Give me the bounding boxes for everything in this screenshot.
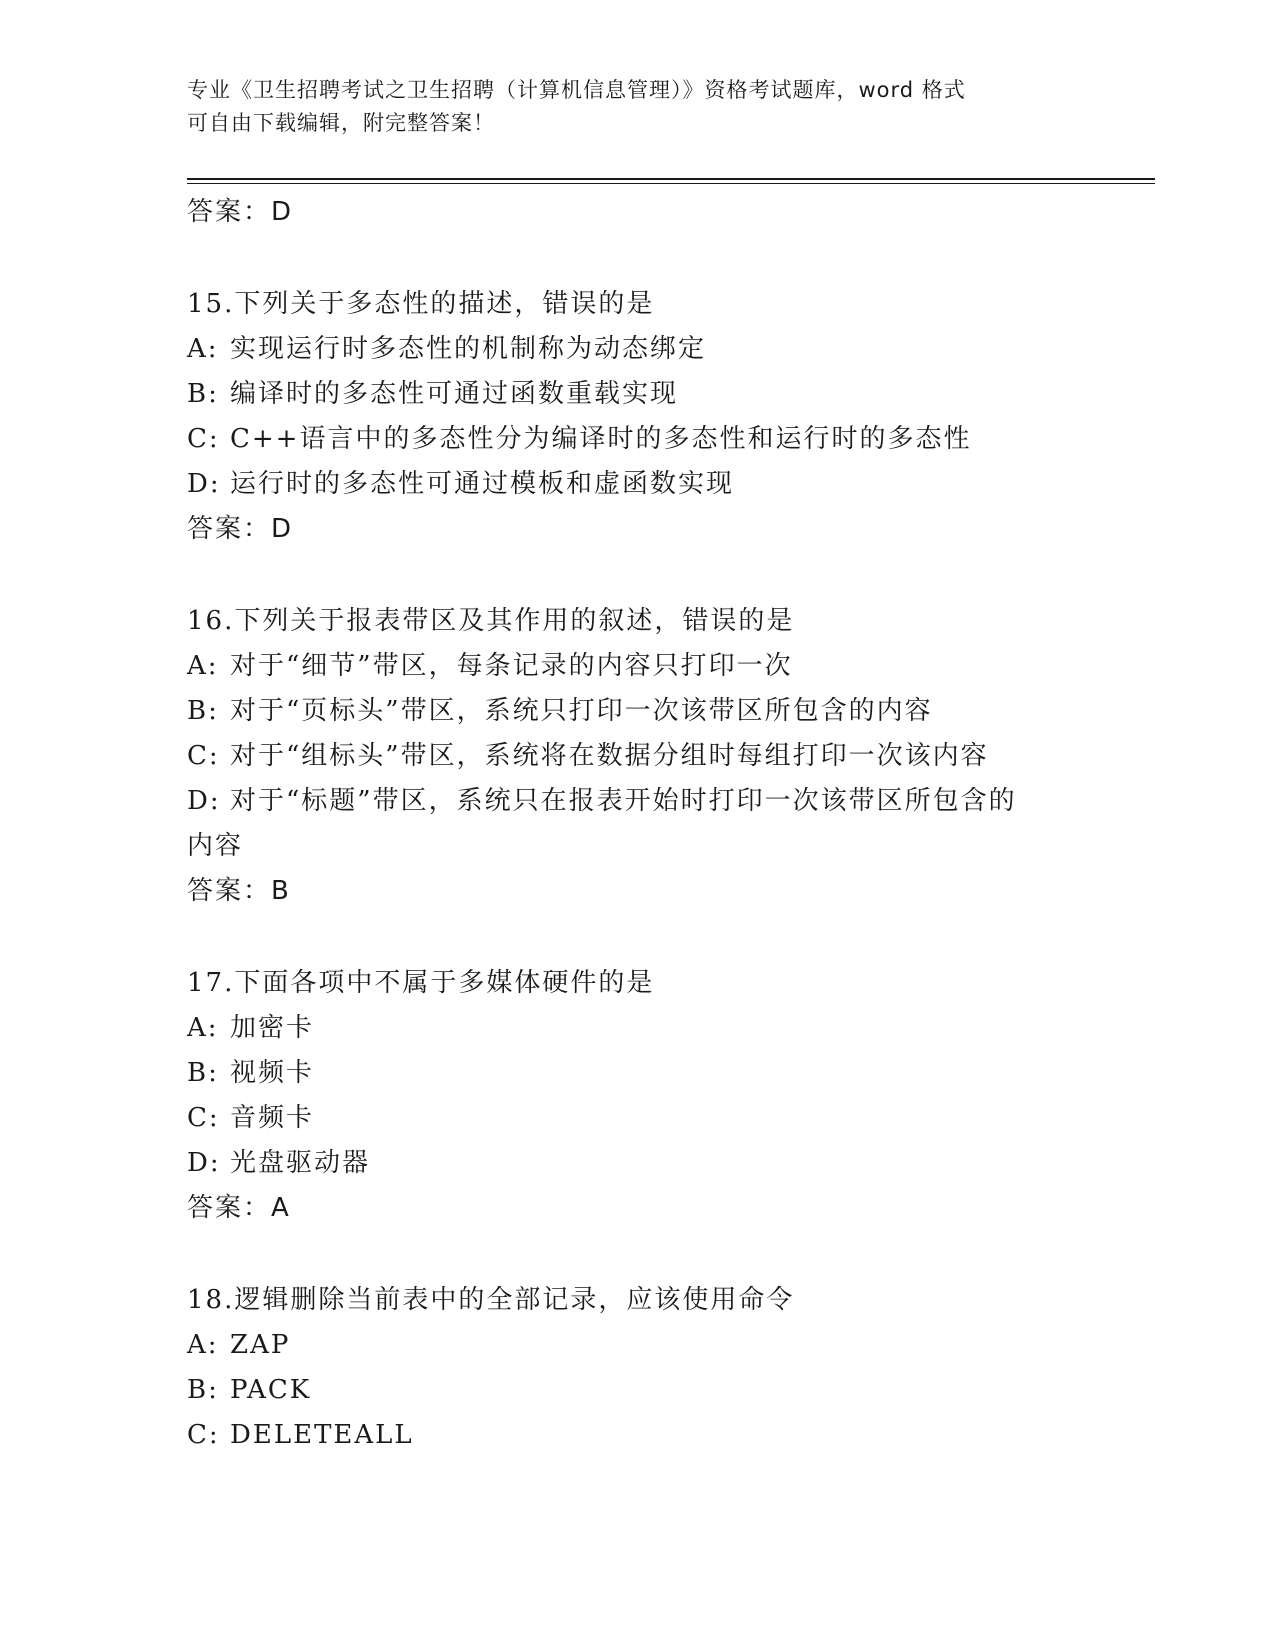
option-letter: B: (187, 379, 219, 409)
option-row (187, 417, 1087, 462)
option-row (187, 734, 1087, 779)
option-text: 音频卡 (230, 1103, 315, 1133)
option-letter: B: (187, 1375, 219, 1405)
option-text: 编译时的多态性可通过函数重载实现 (230, 379, 679, 409)
option-letter: C: (187, 424, 220, 454)
option-row (187, 327, 1087, 372)
option-text: PACK (230, 1375, 312, 1405)
option-row (187, 462, 1087, 507)
answer-line: 答案：D (187, 514, 294, 544)
header-rule-thin (187, 183, 1155, 184)
option-text: 对于“组标头”带区，系统将在数据分组时每组打印一次该内容 (230, 741, 989, 771)
option-row (187, 372, 1087, 417)
option-text: ZAP (230, 1330, 291, 1360)
question-stem: 16.下列关于报表带区及其作用的叙述，错误的是 (187, 606, 795, 636)
option-text: 运行时的多态性可通过模板和虚函数实现 (230, 469, 735, 499)
previous-answer: 答案：D (187, 197, 294, 227)
question-stem: 17.下面各项中不属于多媒体硬件的是 (187, 968, 655, 998)
question-stem: 18.逻辑删除当前表中的全部记录，应该使用命令 (187, 1285, 795, 1315)
option-letter: D: (187, 1148, 221, 1178)
question-stem: 15.下列关于多态性的描述，错误的是 (187, 289, 655, 319)
document-header (187, 74, 1087, 140)
option-text: 对于“细节”带区，每条记录的内容只打印一次 (230, 651, 793, 681)
question-block (187, 282, 1087, 552)
option-letter: B: (187, 696, 219, 726)
option-row (187, 1051, 1087, 1096)
option-letter: D: (187, 469, 221, 499)
header-rule-thick (187, 178, 1155, 180)
header-line-2: 可自由下载编辑，附完整答案！ (187, 111, 495, 135)
option-row (187, 689, 1087, 734)
option-letter: A: (187, 334, 219, 364)
option-letter: D: (187, 786, 221, 816)
option-letter: A: (187, 1330, 219, 1360)
option-text: C++语言中的多态性分为编译时的多态性和运行时的多态性 (230, 424, 972, 454)
option-letter: A: (187, 1013, 219, 1043)
option-text: 对于“标题”带区，系统只在报表开始时打印一次该带区所包含的 (230, 786, 1017, 816)
question-block (187, 599, 1087, 914)
option-row (187, 1413, 1087, 1458)
option-continuation: 内容 (187, 831, 244, 861)
option-letter: A: (187, 651, 219, 681)
question-list (187, 190, 1087, 1458)
option-text: 对于“页标头”带区，系统只打印一次该带区所包含的内容 (230, 696, 933, 726)
answer-line: 答案：A (187, 1193, 291, 1223)
option-text: 光盘驱动器 (230, 1148, 371, 1178)
option-letter: C: (187, 1420, 220, 1450)
option-row (187, 1096, 1087, 1141)
option-text: 视频卡 (230, 1058, 315, 1088)
option-row (187, 1323, 1087, 1368)
header-line-1: 专业《卫生招聘考试之卫生招聘（计算机信息管理）》资格考试题库，word 格式 (187, 78, 966, 102)
option-text: DELETEALL (230, 1420, 414, 1450)
question-block (187, 961, 1087, 1231)
option-text: 加密卡 (230, 1013, 315, 1043)
option-row (187, 1006, 1087, 1051)
option-letter: C: (187, 741, 220, 771)
option-row (187, 644, 1087, 689)
option-row (187, 1368, 1087, 1413)
option-letter: B: (187, 1058, 219, 1088)
answer-line: 答案：B (187, 876, 291, 906)
option-text: 实现运行时多态性的机制称为动态绑定 (230, 334, 707, 364)
option-row (187, 779, 1087, 824)
question-block (187, 1278, 1087, 1458)
option-letter: C: (187, 1103, 220, 1133)
option-row (187, 1141, 1087, 1186)
